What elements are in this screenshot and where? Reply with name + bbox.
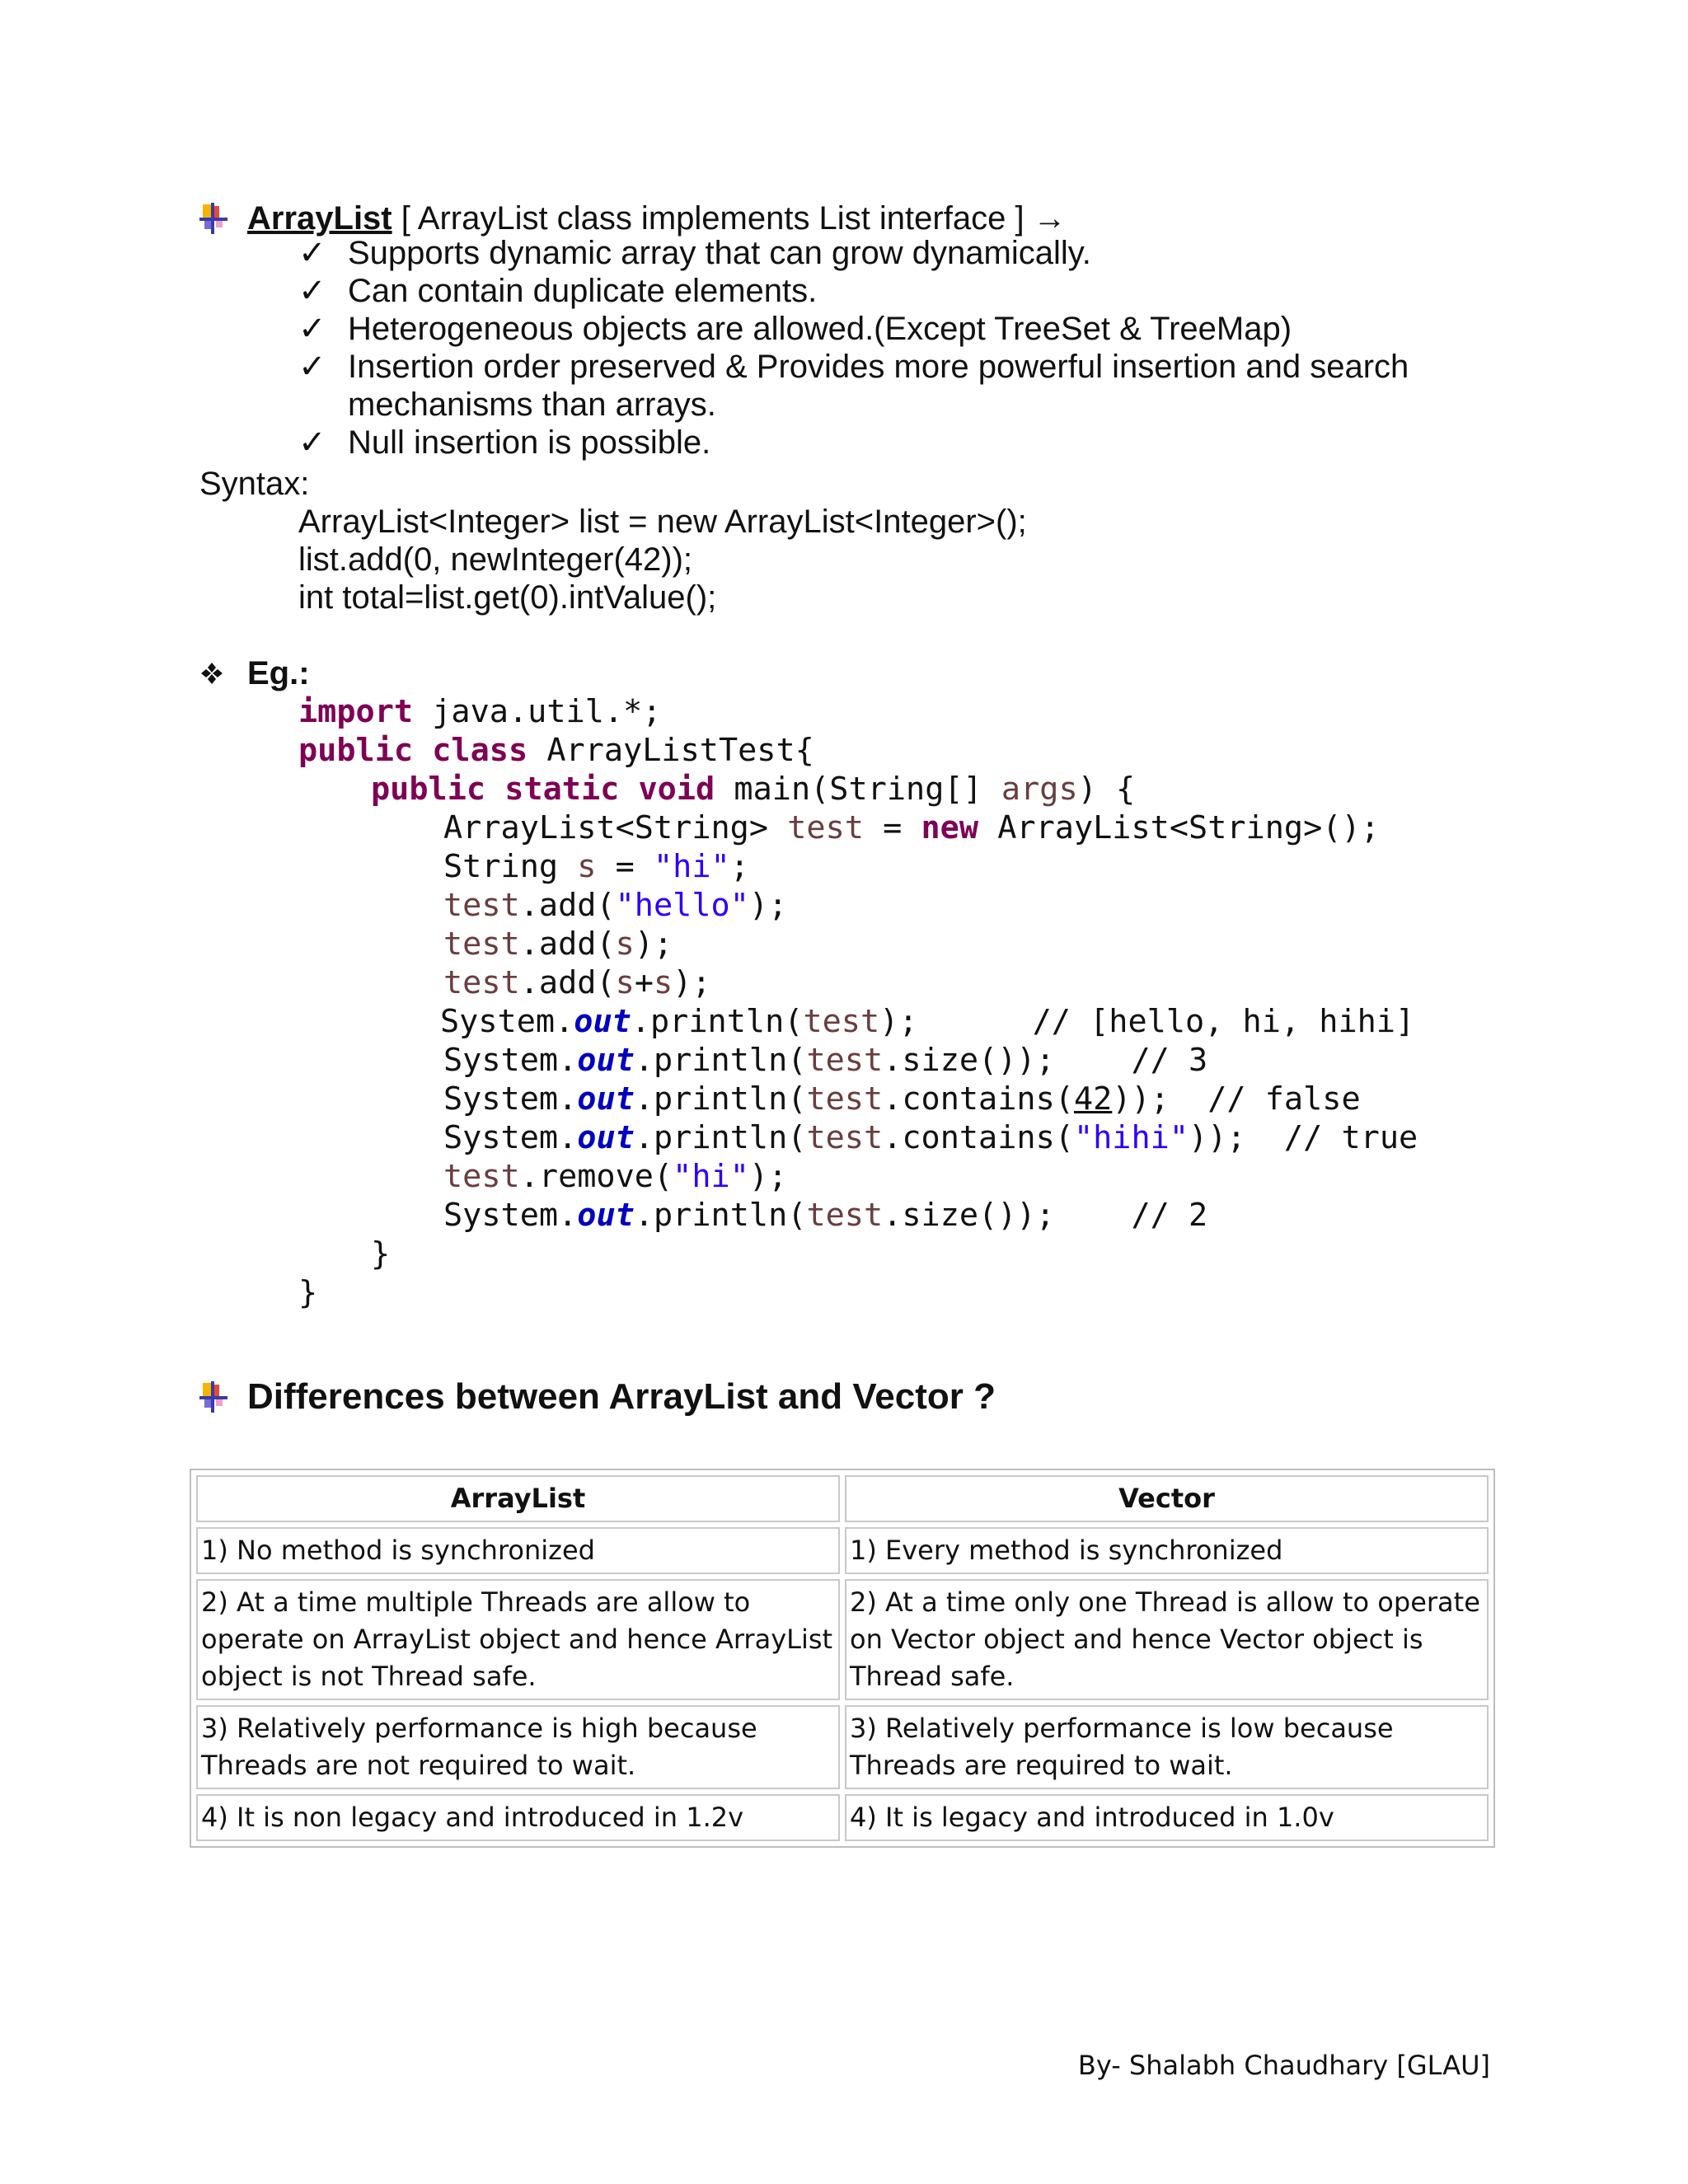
code-line: System.out.println(test.size()); // 2: [443, 1197, 1208, 1234]
syntax-label: Syntax:: [199, 466, 310, 502]
example-heading: [199, 654, 310, 692]
checkmark-icon: ✓: [298, 424, 326, 461]
list-item: ✓ Insertion order preserved & Provides more powerful insertion and search mechanisms than arrays.: [298, 349, 1409, 423]
arraylist-heading: [199, 199, 1067, 237]
table-row: [196, 1794, 1489, 1841]
checkmark-icon: ✓: [298, 349, 326, 385]
code-line: System.out.println(test.size()); // 3: [443, 1042, 1208, 1079]
table-cell: 4) It is non legacy and introduced in 1.2v: [196, 1794, 840, 1841]
list-item: ✓ Supports dynamic array that can grow dynamically.: [298, 235, 1091, 271]
table-cell: 3) Relatively performance is low because Threads are required to wait.: [845, 1705, 1489, 1789]
table-cell: 2) At a time only one Thread is allow to operate on Vector object and hence Vector object is Thread safe.: [845, 1579, 1489, 1700]
code-line: ArrayList<String> test = new ArrayList<String>();: [443, 809, 1380, 846]
column-header-arraylist: ArrayList: [196, 1475, 840, 1522]
checkmark-icon: ✓: [298, 273, 326, 309]
table-cell: 4) It is legacy and introduced in 1.0v: [845, 1794, 1489, 1841]
list-item: ✓ Heterogeneous objects are allowed.(Except TreeSet & TreeMap): [298, 311, 1292, 347]
table-row: [196, 1705, 1489, 1789]
differences-heading: [199, 1376, 996, 1418]
code-line: test.remove("hi");: [443, 1158, 788, 1195]
four-diamond-bullet-icon: [199, 661, 224, 686]
table-cell: 1) Every method is synchronized: [845, 1527, 1489, 1574]
code-block: [298, 692, 1418, 1312]
pushpin-bullet-icon: [199, 1381, 227, 1413]
code-line: System.out.println(test); // [hello, hi, hihi]: [440, 1003, 1415, 1040]
checkmark-icon: ✓: [298, 235, 326, 271]
code-line: String s = "hi";: [443, 848, 749, 885]
table-cell: 3) Relatively performance is high because Threads are not required to wait.: [196, 1705, 840, 1789]
table-cell: 2) At a time multiple Threads are allow to operate on ArrayList object and hence ArrayList object is not Thread safe.: [196, 1579, 840, 1700]
column-header-vector: Vector: [845, 1475, 1489, 1522]
syntax-line: int total=list.get(0).intValue();: [298, 579, 717, 616]
differences-title: Differences between ArrayList and Vector ?: [247, 1376, 996, 1417]
list-item: ✓ Can contain duplicate elements.: [298, 273, 818, 309]
arraylist-subtitle: [ ArrayList class implements List interface ] →: [392, 200, 1067, 237]
comparison-table: [190, 1469, 1495, 1848]
code-line: System.out.println(test.contains("hihi")); // true: [443, 1119, 1418, 1156]
syntax-line: ArrayList<Integer> list = new ArrayList<Integer>();: [298, 504, 1027, 540]
code-line: import java.util.*;: [298, 693, 662, 730]
example-label: Eg.:: [247, 655, 310, 691]
table-cell: 1) No method is synchronized: [196, 1527, 840, 1574]
table-header-row: [196, 1475, 1489, 1522]
table-row: [196, 1579, 1489, 1700]
syntax-line: list.add(0, newInteger(42));: [298, 541, 693, 578]
checkmark-icon: ✓: [298, 311, 326, 347]
code-line: System.out.println(test.contains(42)); // false: [443, 1080, 1361, 1118]
code-line: }: [298, 1274, 318, 1311]
code-line: test.add("hello");: [443, 887, 788, 924]
code-line: public class ArrayListTest{: [298, 732, 814, 769]
arraylist-features-list: [298, 234, 1485, 462]
author-footer: By- Shalabh Chaudhary [GLAU]: [1077, 2050, 1490, 2081]
code-line: test.add(s);: [443, 926, 673, 963]
code-line: public static void main(String[] args) {: [371, 771, 1136, 808]
list-item: ✓ Null insertion is possible.: [298, 424, 711, 461]
syntax-block: [298, 503, 1027, 616]
table-row: [196, 1527, 1489, 1574]
arraylist-title: ArrayList: [247, 200, 392, 237]
code-line: }: [371, 1235, 391, 1272]
pushpin-bullet-icon: [199, 203, 227, 234]
code-line: test.add(s+s);: [443, 964, 711, 1001]
